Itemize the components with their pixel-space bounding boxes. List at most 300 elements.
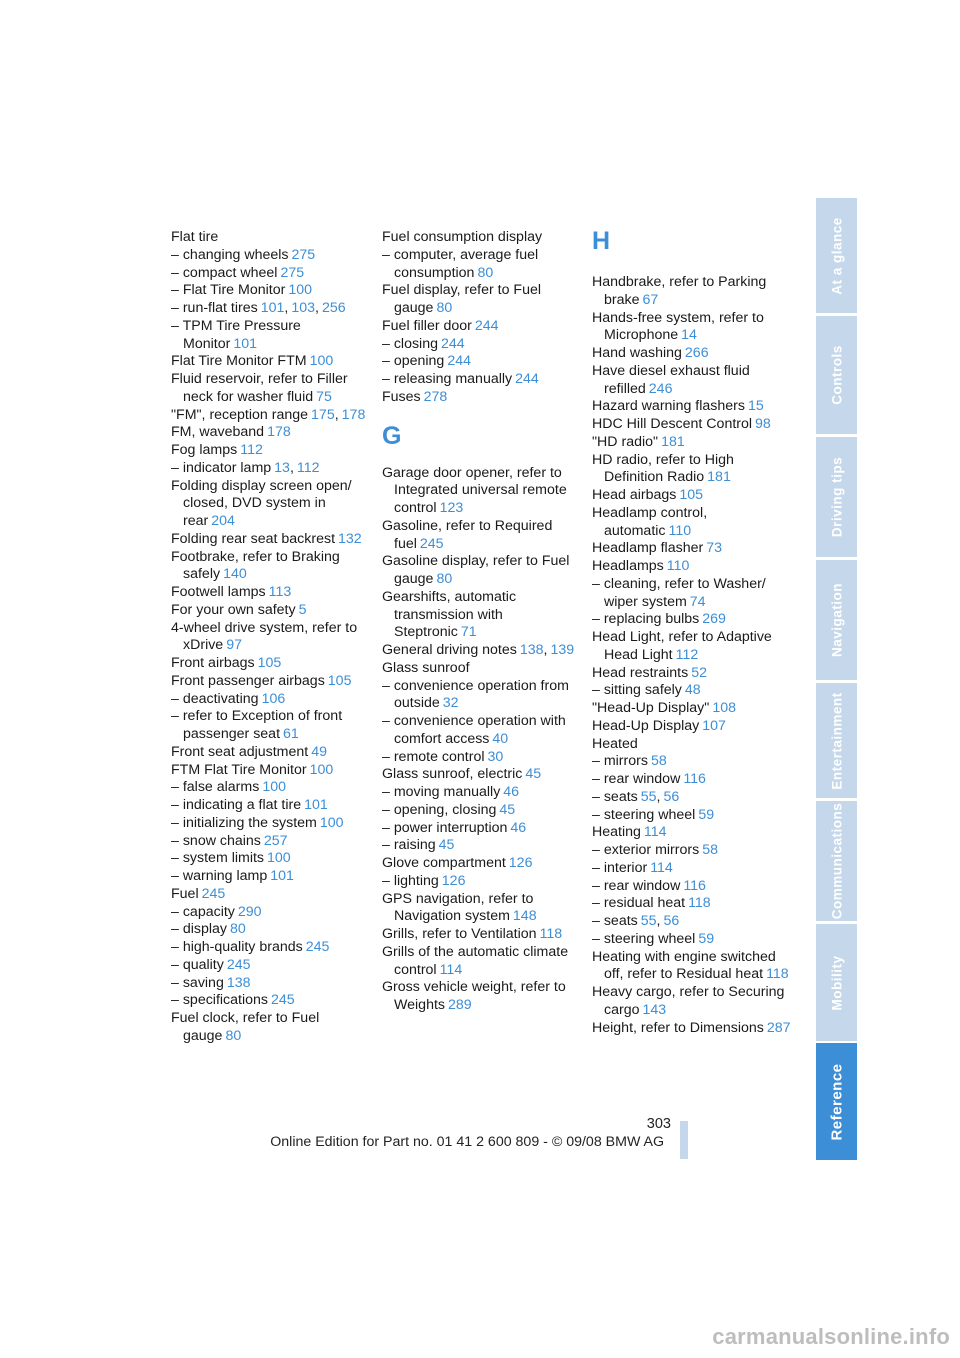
page-reference-link[interactable]: 244: [515, 371, 539, 387]
page-reference-link[interactable]: 45: [499, 801, 516, 818]
index-entry-term: Gasoline display, refer to Fuel gauge: [382, 553, 570, 587]
page-reference-link[interactable]: 290: [237, 903, 262, 920]
page-reference-link[interactable]: 80: [477, 264, 494, 281]
page-reference-link[interactable]: 178: [341, 406, 366, 423]
index-entry-term: General driving notes: [382, 642, 517, 658]
index-entry-term: Footwell lamps: [171, 584, 266, 600]
page-reference-link[interactable]: 269: [702, 611, 726, 628]
index-entry: [382, 318, 582, 336]
page-reference-link[interactable]: 58: [702, 842, 718, 858]
index-entry: [592, 576, 792, 612]
index-entry: [592, 736, 792, 754]
page-reference-link[interactable]: 103: [291, 300, 316, 316]
index-entry: [592, 452, 792, 488]
index-entry-term: Grills of the automatic climate control: [382, 943, 569, 978]
index-entry-term: Gross vehicle weight, refer to Weights: [382, 979, 566, 1013]
index-entry-term: Fuel display, refer to Fuel gauge: [382, 282, 542, 316]
index-entry: [171, 353, 371, 371]
page-reference-link[interactable]: 287: [766, 1019, 791, 1036]
section-tab-communications[interactable]: [816, 801, 857, 921]
index-entry-term: – seats: [592, 913, 638, 929]
page-reference-link[interactable]: 61: [283, 726, 299, 742]
page-reference-link[interactable]: 118: [539, 926, 563, 942]
page-reference-link[interactable]: 126: [508, 855, 533, 871]
page-reference-link[interactable]: 266: [684, 345, 709, 361]
index-entry: [171, 549, 371, 585]
section-tab-label: Reference: [828, 1062, 845, 1141]
index-entry-term: – moving manually: [382, 784, 501, 800]
index-entry-term: Headlamp flasher: [592, 540, 704, 557]
index-entry: [382, 336, 582, 354]
page-reference-link[interactable]: 245: [271, 992, 295, 1009]
page-reference-link[interactable]: 175: [311, 406, 335, 423]
index-entry-term: Garage door opener, refer to Integrated universal remote control: [382, 464, 567, 516]
section-tab-label: Navigation: [829, 582, 844, 658]
page-reference-link[interactable]: 246: [648, 380, 673, 397]
page-reference-link[interactable]: 46: [503, 784, 520, 800]
index-entry-term: – convenience operation from outside: [382, 677, 569, 712]
page-reference-link[interactable]: 106: [261, 690, 286, 707]
index-entry-term: "HD radio": [592, 433, 659, 450]
index-entry-term: – lighting: [382, 872, 439, 889]
index-entry-term: Height, refer to Dimensions: [592, 1019, 764, 1036]
index-entry-term: – opening: [382, 353, 445, 370]
page-reference-link[interactable]: 178: [267, 424, 291, 441]
index-entry: [171, 691, 371, 709]
section-tab-mobility[interactable]: [816, 924, 857, 1041]
page-reference-link[interactable]: 112: [675, 646, 699, 663]
page-reference-link[interactable]: 101: [270, 868, 294, 884]
index-entry-term: – exterior mirrors: [592, 842, 700, 858]
page-reference-link[interactable]: 80: [436, 300, 453, 316]
page-reference-link[interactable]: 100: [309, 761, 334, 778]
index-entry: [592, 824, 792, 842]
index-entry-term: Glass sunroof: [382, 659, 470, 676]
index-entry-term: Front airbags: [171, 655, 255, 671]
index-entry-term: For your own safety: [171, 601, 296, 618]
page-reference-link[interactable]: 114: [643, 824, 667, 841]
page-reference-link[interactable]: 45: [525, 766, 542, 783]
index-entry-term: GPS navigation, refer to Navigation system: [382, 890, 534, 925]
index-entry: [382, 713, 582, 749]
index-entry-term: Fuel: [171, 885, 199, 902]
page-reference-link[interactable]: 100: [267, 850, 291, 867]
index-entry: [592, 487, 792, 505]
page-reference-link[interactable]: 112: [296, 459, 320, 476]
index-entry: [382, 837, 582, 855]
page-reference-link[interactable]: 13: [274, 459, 290, 476]
index-entry-term: Fluid reservoir, refer to Filler neck for washer fluid: [171, 371, 348, 405]
index-entry: [592, 753, 792, 771]
index-entry: [171, 229, 371, 247]
page-reference-link[interactable]: 118: [766, 966, 789, 983]
page-number-bar: [680, 1121, 688, 1159]
index-entry: [592, 274, 792, 310]
index-entry: [382, 465, 582, 518]
index-entry-term: – warning lamp: [171, 868, 268, 884]
page-reference-link[interactable]: 100: [309, 353, 334, 370]
index-entry: [592, 416, 792, 434]
index-entry: [592, 611, 792, 629]
index-entry-term: – releasing manually: [382, 371, 513, 387]
section-tab-reference[interactable]: [816, 1043, 857, 1160]
index-entry: [382, 873, 582, 891]
index-entry-term: Footbrake, refer to Braking safely: [171, 548, 340, 583]
index-entry: [382, 518, 582, 554]
index-entry-term: – sitting safely: [592, 682, 682, 699]
index-entry: [592, 700, 792, 718]
index-entry: "FM", reception range 175, 178: [171, 406, 366, 423]
page-reference-link[interactable]: 278: [423, 388, 448, 405]
page-reference-link[interactable]: 181: [661, 433, 685, 450]
page-reference-link[interactable]: 143: [642, 1001, 667, 1018]
index-entry: [382, 678, 582, 714]
page-reference-link[interactable]: 105: [257, 655, 282, 671]
page-reference-link[interactable]: 74: [689, 593, 706, 610]
index-entry: [592, 505, 792, 541]
index-entry: [382, 749, 582, 767]
page-reference-link[interactable]: 97: [226, 637, 242, 654]
page-reference-link[interactable]: 32: [442, 695, 459, 712]
index-entry: [171, 1010, 371, 1046]
index-entry-term: Handbrake, refer to Parking brake: [592, 274, 767, 308]
index-entry-term: – replacing bulbs: [592, 611, 700, 628]
index-entry: [592, 665, 792, 683]
index-entry: [171, 833, 371, 851]
page-reference-link[interactable]: 46: [510, 819, 527, 836]
index-entry: – seats 55, 56: [592, 788, 680, 805]
index-entry-term: Folding rear seat backrest: [171, 530, 336, 547]
index-entry-term: – seats: [592, 788, 638, 805]
index-entry-term: Heated: [592, 735, 638, 752]
section-tab-label: Driving tips: [829, 456, 844, 538]
index-entry-term: Front seat adjustment: [171, 743, 309, 760]
index-entry-term: "FM", reception range: [171, 406, 309, 423]
index-entry-term: – TPM Tire Pressure Monitor: [171, 317, 301, 352]
section-tab-label: At a glance: [829, 216, 844, 295]
index-entry: [592, 878, 792, 896]
index-entry-term: Fuses: [382, 388, 421, 405]
index-entry: [171, 762, 371, 780]
page-reference-link[interactable]: 56: [663, 788, 680, 805]
index-column-1: [171, 229, 371, 1046]
index-entry: [382, 589, 582, 642]
index-entry-term: Glove compartment: [382, 855, 506, 871]
page-reference-link[interactable]: 55: [640, 788, 657, 805]
index-column-3: [592, 229, 792, 1037]
page-reference-link[interactable]: 49: [311, 743, 327, 760]
page-reference-link[interactable]: 59: [698, 930, 715, 947]
index-entry-term: Have diesel exhaust fluid refilled: [592, 362, 750, 397]
page-reference-link[interactable]: 5: [298, 601, 307, 618]
index-entry-term: – mirrors: [592, 753, 648, 770]
page-reference-link[interactable]: 181: [707, 469, 731, 486]
index-entry: [592, 363, 792, 399]
page-reference-link[interactable]: 40: [492, 730, 509, 747]
page-reference-link[interactable]: 59: [698, 806, 715, 823]
page-reference-link[interactable]: 110: [668, 522, 692, 539]
page-reference-link[interactable]: 14: [681, 327, 697, 344]
index-entry: [171, 904, 371, 922]
page-reference-link[interactable]: 58: [650, 753, 667, 770]
section-tab-label: Entertainment: [829, 691, 844, 790]
index-entry: [592, 434, 792, 452]
index-entry-term: Headlamp control, automatic: [592, 504, 708, 539]
index-entry-term: FM, waveband: [171, 424, 265, 441]
index-entry-term: – saving: [171, 974, 224, 991]
section-tab-label: Mobility: [829, 955, 844, 1010]
index-entry-term: – remote control: [382, 748, 485, 765]
index-entry: [171, 975, 371, 993]
index-entry: [592, 984, 792, 1020]
index-entry: [171, 655, 371, 673]
page-reference-link[interactable]: 139: [550, 642, 575, 658]
page-reference-link[interactable]: 67: [642, 291, 659, 308]
index-entry: [171, 797, 371, 815]
page-reference-link[interactable]: 80: [436, 571, 453, 587]
index-entry-term: – steering wheel: [592, 930, 696, 947]
index-entry-term: – closing: [382, 335, 438, 352]
page-reference-link[interactable]: 123: [439, 500, 464, 516]
index-entry-term: – quality: [171, 956, 224, 973]
page-reference-link[interactable]: 275: [291, 246, 316, 263]
page-reference-link[interactable]: 244: [474, 317, 499, 334]
index-entry: [171, 957, 371, 975]
page-reference-link[interactable]: 126: [441, 872, 466, 889]
index-entry-term: – indicating a flat tire: [171, 797, 302, 813]
page-reference-link[interactable]: 45: [438, 837, 455, 854]
index-entry-term: Front passenger airbags: [171, 672, 325, 689]
index-entry: [171, 282, 371, 300]
index-entry: [171, 442, 371, 460]
index-entry: [171, 992, 371, 1010]
index-entry: [382, 926, 582, 944]
index-entry: [171, 921, 371, 939]
watermark: carmanualsonline.info: [712, 1324, 950, 1349]
index-entry-term: – cleaning, refer to Washer/ wiper system: [592, 575, 766, 610]
index-entry-term: – rear window: [592, 771, 681, 787]
index-entry: [382, 944, 582, 980]
index-entry: [592, 931, 792, 949]
page-reference-link[interactable]: 138: [519, 642, 544, 658]
index-entry-term: Heating with engine switched off, refer to Residual heat: [592, 948, 776, 983]
index-entry-term: – Flat Tire Monitor: [171, 282, 286, 299]
index-entry: [171, 371, 371, 407]
index-entry-term: Fuel clock, refer to Fuel gauge: [171, 1010, 320, 1044]
page-reference-link[interactable]: 100: [288, 282, 312, 299]
index-entry-term: Glass sunroof, electric: [382, 766, 523, 783]
index-entry-term: – specifications: [171, 992, 268, 1009]
index-entry: [592, 682, 792, 700]
index-entry: [382, 784, 582, 802]
section-tab-at-a-glance[interactable]: [816, 198, 857, 313]
index-entry: [171, 850, 371, 868]
page-reference-link[interactable]: 73: [706, 540, 722, 557]
index-entry-term: – initializing the system: [171, 814, 317, 831]
page-reference-link[interactable]: 108: [712, 700, 736, 716]
page-reference-link[interactable]: 138: [226, 974, 251, 991]
index-entry: [592, 807, 792, 825]
index-entry-term: – deactivating: [171, 690, 259, 707]
index-entry-term: Hand washing: [592, 345, 682, 361]
index-entry-term: – changing wheels: [171, 246, 289, 263]
index-entry-term: – snow chains: [171, 832, 261, 849]
section-tab-controls[interactable]: [816, 316, 857, 434]
page-reference-link[interactable]: 101: [304, 797, 328, 813]
index-entry: [171, 779, 371, 797]
page-reference-link[interactable]: 105: [679, 487, 704, 503]
page-reference-link[interactable]: 244: [447, 353, 471, 370]
index-entry-term: – rear window: [592, 877, 681, 894]
edition-footer: Online Edition for Part no. 01 41 2 600 809 - © 09/08 BMW AG: [270, 1134, 664, 1150]
index-entry: [382, 891, 582, 927]
index-entry-term: – interior: [592, 859, 648, 876]
page-reference-link[interactable]: 52: [691, 664, 707, 681]
index-entry-term: HD radio, refer to High Definition Radio: [592, 451, 734, 486]
section-tabs: [816, 198, 857, 1160]
page-reference-link[interactable]: 112: [240, 442, 263, 458]
index-entry-term: "Head-Up Display": [592, 700, 710, 716]
page-reference-link[interactable]: 204: [211, 513, 235, 529]
index-letter-heading: H: [592, 227, 611, 255]
page-reference-link[interactable]: 116: [683, 877, 706, 894]
index-entry-term: Head airbags: [592, 487, 677, 503]
index-entry: [171, 939, 371, 957]
index-entry: [382, 979, 582, 1015]
index-entry: [171, 424, 371, 442]
index-entry: [382, 229, 582, 247]
page-reference-link[interactable]: 100: [262, 779, 286, 796]
index-entry-term: Folding display screen open/ closed, DVD system in rear: [171, 477, 352, 529]
index-entry-term: Flat Tire Monitor FTM: [171, 353, 307, 370]
index-entry-term: – system limits: [171, 850, 265, 867]
index-entry: [592, 842, 792, 860]
page-reference-link[interactable]: 30: [487, 748, 504, 765]
index-entry-term: – opening, closing: [382, 801, 497, 818]
index-entry-term: Fuel filler door: [382, 317, 472, 334]
index-entry: [592, 558, 792, 576]
index-entry: [382, 371, 582, 389]
page-reference-link[interactable]: 245: [305, 939, 330, 955]
index-entry-term: – false alarms: [171, 779, 260, 796]
page-number: 303: [646, 1116, 671, 1132]
page-reference-link[interactable]: 80: [225, 1027, 242, 1044]
index-entry-term: – power interruption: [382, 819, 508, 836]
page-reference-link[interactable]: 55: [640, 913, 657, 929]
index-entry: [382, 553, 582, 589]
page-reference-link[interactable]: 101: [260, 300, 285, 316]
index-entry: [171, 708, 371, 744]
index-entry-term: 4-wheel drive system, refer to xDrive: [171, 619, 358, 654]
index-entry-term: Headlamps: [592, 558, 664, 574]
page-reference-link[interactable]: 75: [316, 388, 332, 405]
page-reference-link[interactable]: 110: [666, 558, 690, 574]
index-entry: [171, 744, 371, 762]
page-reference-link[interactable]: 100: [319, 814, 344, 831]
index-entry: [171, 265, 371, 283]
index-entry: [171, 602, 371, 620]
index-entry: [592, 398, 792, 416]
page-reference-link[interactable]: 114: [650, 859, 673, 876]
page-reference-link[interactable]: 256: [321, 300, 346, 316]
index-entry-term: – computer, average fuel consumption: [382, 246, 539, 281]
section-tab-driving-tips[interactable]: [816, 437, 857, 557]
index-entry-term: – indicator lamp: [171, 459, 272, 476]
index-entry: [382, 353, 582, 371]
page-reference-link[interactable]: 48: [684, 682, 701, 699]
index-entry-term: HDC Hill Descent Control: [592, 416, 753, 432]
index-entry: [171, 815, 371, 833]
index-entry-term: Gearshifts, automatic transmission with Steptronic: [382, 588, 517, 641]
index-entry: [171, 673, 371, 691]
section-tab-entertainment[interactable]: [816, 683, 857, 798]
index-entry-term: – compact wheel: [171, 264, 278, 281]
page-reference-link[interactable]: 98: [755, 416, 771, 432]
page-reference-link[interactable]: 71: [460, 624, 477, 641]
page-reference-link[interactable]: 244: [441, 335, 465, 352]
section-tab-label: Communications: [829, 802, 844, 920]
page-reference-link[interactable]: 101: [233, 335, 257, 352]
index-entry-term: – run-flat tires: [171, 300, 258, 316]
page-reference-link[interactable]: 105: [327, 672, 352, 689]
page-reference-link[interactable]: 245: [419, 535, 444, 552]
page-reference-link[interactable]: 116: [683, 771, 706, 787]
index-entry: [382, 802, 582, 820]
index-entry: [171, 620, 371, 656]
index-entry: [382, 855, 582, 873]
index-entry-term: FTM Flat Tire Monitor: [171, 761, 307, 778]
index-entry-term: Head restraints: [592, 664, 689, 681]
page-reference-link[interactable]: 245: [226, 956, 251, 973]
index-entry-term: Head-Up Display: [592, 717, 700, 734]
index-entry-term: – raising: [382, 837, 436, 854]
page-reference-link[interactable]: 15: [747, 398, 764, 415]
index-entry: [592, 629, 792, 665]
section-tab-navigation[interactable]: [816, 560, 857, 680]
page-reference-link[interactable]: 148: [512, 908, 537, 925]
page-reference-link[interactable]: 80: [230, 921, 246, 938]
page-reference-link[interactable]: 257: [263, 832, 288, 849]
index-entry: [382, 247, 582, 283]
page-reference-link[interactable]: 113: [268, 584, 292, 600]
index-entry: – indicator lamp 13, 112: [171, 459, 320, 476]
index-entry: [171, 478, 371, 531]
page-reference-link[interactable]: 107: [702, 717, 726, 734]
index-entry-term: – refer to Exception of front passenger seat: [171, 708, 343, 742]
index-entry: [592, 860, 792, 878]
index-entry-term: Fog lamps: [171, 442, 238, 458]
page-reference-link[interactable]: 114: [439, 961, 463, 978]
page-reference-link[interactable]: 289: [448, 997, 472, 1013]
index-entry-term: Grills, refer to Ventilation: [382, 926, 537, 942]
index-entry-term: Heating: [592, 824, 641, 841]
index-entry: [171, 531, 371, 549]
index-entry-term: – residual heat: [592, 895, 686, 912]
page-reference-link[interactable]: 118: [688, 895, 711, 912]
page-reference-link[interactable]: 140: [223, 566, 247, 583]
page-reference-link[interactable]: 245: [201, 885, 226, 902]
page-reference-link[interactable]: 56: [663, 913, 680, 929]
page-reference-link[interactable]: 275: [280, 264, 305, 281]
page-reference-link[interactable]: 132: [338, 530, 362, 547]
index-entry: [592, 718, 792, 736]
index-entry-term: Heavy cargo, refer to Securing cargo: [592, 984, 785, 1018]
index-entry: [592, 310, 792, 346]
index-entry: [171, 868, 371, 886]
index-entry: – seats 55, 56: [592, 913, 680, 929]
index-entry-term: Hazard warning flashers: [592, 398, 745, 415]
index-entry: [592, 895, 792, 913]
